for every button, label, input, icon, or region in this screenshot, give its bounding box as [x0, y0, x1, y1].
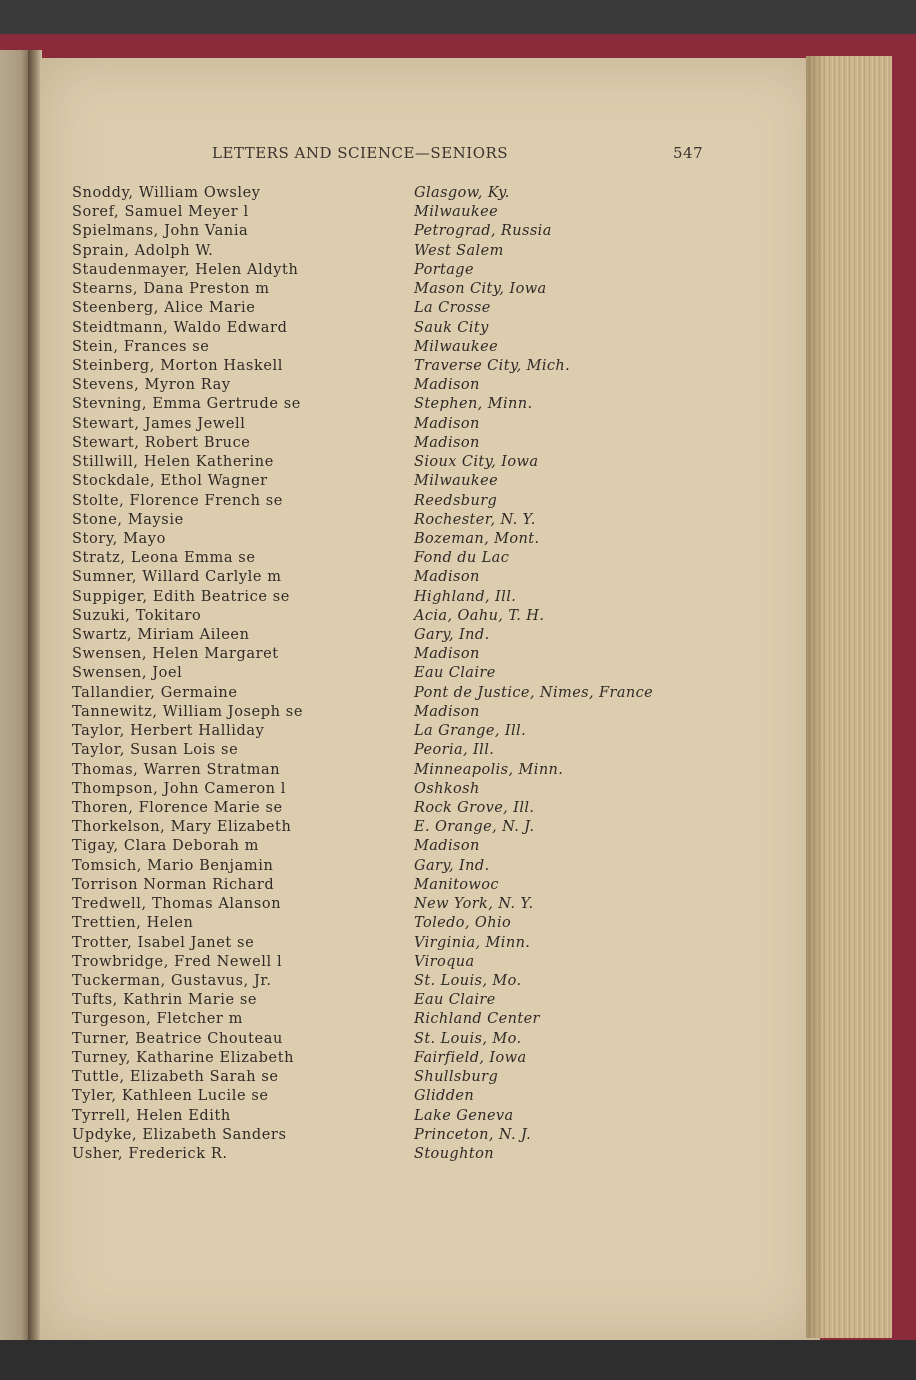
- hometown: Rochester, N. Y.: [414, 511, 536, 528]
- student-name: Thomas, Warren Stratman: [72, 761, 281, 778]
- list-item: [0, 1011, 916, 1030]
- student-name: Swensen, Helen Margaret: [72, 646, 279, 663]
- student-name: Steinberg, Morton Haskell: [72, 357, 283, 374]
- student-name: Usher, Frederick R.: [72, 1145, 228, 1162]
- student-name: Tufts, Kathrin Marie se: [72, 992, 258, 1009]
- list-item: [0, 300, 916, 319]
- student-name: Steidtmann, Waldo Edward: [72, 319, 288, 336]
- hometown: La Grange, Ill.: [414, 723, 527, 740]
- hometown: Eau Claire: [414, 992, 496, 1009]
- hometown: Mason City, Iowa: [414, 281, 547, 298]
- hometown: Madison: [414, 646, 480, 663]
- list-item: [0, 954, 916, 973]
- student-name: Stockdale, Ethol Wagner: [72, 473, 268, 490]
- hometown: Bozeman, Mont.: [414, 530, 540, 547]
- student-name: Tuckerman, Gustavus, Jr.: [72, 972, 272, 989]
- student-name: Torrison Norman Richard: [72, 876, 275, 893]
- list-item: [0, 185, 916, 204]
- list-item: [0, 396, 916, 415]
- list-item: [0, 858, 916, 877]
- student-name: Swartz, Miriam Aileen: [72, 627, 250, 644]
- student-name: Spielmans, John Vania: [72, 223, 249, 240]
- list-item: [0, 838, 916, 857]
- hometown: Pont de Justice, Nimes, France: [414, 684, 654, 701]
- student-name: Snoddy, William Owsley: [72, 185, 261, 201]
- scan-background-bottom: [0, 1340, 916, 1380]
- student-name: Sprain, Adolph W.: [72, 242, 214, 259]
- hometown: Princeton, N. J.: [414, 1126, 532, 1143]
- hometown: Madison: [414, 434, 480, 451]
- list-item: [0, 800, 916, 819]
- page-number: 547: [673, 144, 704, 162]
- list-item: [0, 935, 916, 954]
- student-name: Stolte, Florence French se: [72, 492, 283, 509]
- hometown: Sioux City, Iowa: [414, 454, 539, 471]
- list-item: [0, 1031, 916, 1050]
- list-item: [0, 416, 916, 435]
- list-item: [0, 262, 916, 281]
- list-item: [0, 358, 916, 377]
- list-item: [0, 531, 916, 550]
- hometown: E. Orange, N. J.: [414, 819, 535, 836]
- list-item: [0, 1088, 916, 1107]
- list-item: [0, 473, 916, 492]
- hometown: Shullsburg: [414, 1069, 499, 1086]
- hometown: Stephen, Minn.: [414, 396, 533, 413]
- hometown: Eau Claire: [414, 665, 496, 682]
- list-item: [0, 281, 916, 300]
- list-item: [0, 454, 916, 473]
- student-name: Stevens, Myron Ray: [72, 377, 231, 394]
- student-name: Soref, Samuel Meyer l: [72, 204, 249, 221]
- list-item: [0, 877, 916, 896]
- student-name: Tomsich, Mario Benjamin: [72, 857, 274, 874]
- list-item: [0, 742, 916, 761]
- list-item: [0, 608, 916, 627]
- hometown: New York, N. Y.: [414, 896, 534, 913]
- hometown: Milwaukee: [414, 204, 499, 221]
- student-name: Stevning, Emma Gertrude se: [72, 396, 301, 413]
- list-item: [0, 915, 916, 934]
- hometown: Madison: [414, 569, 480, 586]
- hometown: Traverse City, Mich.: [414, 357, 571, 374]
- hometown: La Crosse: [414, 300, 491, 317]
- hometown: Milwaukee: [414, 338, 499, 355]
- student-name: Thorkelson, Mary Elizabeth: [72, 819, 292, 836]
- list-item: [0, 435, 916, 454]
- hometown: Richland Center: [414, 1011, 540, 1028]
- student-name: Turner, Beatrice Chouteau: [72, 1030, 283, 1047]
- student-name: Stewart, Robert Bruce: [72, 434, 251, 451]
- hometown: Oshkosh: [414, 780, 480, 797]
- hometown: St. Louis, Mo.: [414, 1030, 522, 1047]
- hometown: Sauk City: [414, 319, 489, 336]
- hometown: Stoughton: [414, 1145, 494, 1162]
- student-name: Steenberg, Alice Marie: [72, 300, 256, 317]
- hometown: Reedsburg: [414, 492, 498, 509]
- student-name: Thompson, John Cameron l: [72, 780, 287, 797]
- student-name: Sumner, Willard Carlyle m: [72, 569, 282, 586]
- list-item: [0, 762, 916, 781]
- hometown: Petrograd, Russia: [414, 223, 552, 240]
- student-name: Stone, Maysie: [72, 511, 184, 528]
- list-item: [0, 377, 916, 396]
- list-item: [0, 992, 916, 1011]
- list-item: [0, 1127, 916, 1146]
- senior-list: [0, 185, 916, 1165]
- student-name: Tallandier, Germaine: [72, 684, 238, 701]
- student-name: Stratz, Leona Emma se: [72, 550, 256, 567]
- list-item: [0, 204, 916, 223]
- student-name: Stearns, Dana Preston m: [72, 281, 270, 298]
- student-name: Trettien, Helen: [72, 915, 194, 932]
- list-item: [0, 819, 916, 838]
- hometown: Acia, Oahu, T. H.: [414, 607, 545, 624]
- student-name: Turgeson, Fletcher m: [72, 1011, 243, 1028]
- student-name: Tuttle, Elizabeth Sarah se: [72, 1069, 279, 1086]
- student-name: Updyke, Elizabeth Sanders: [72, 1126, 287, 1143]
- hometown: Gary, Ind.: [414, 857, 490, 874]
- list-item: [0, 704, 916, 723]
- list-item: [0, 723, 916, 742]
- student-name: Thoren, Florence Marie se: [72, 800, 283, 816]
- list-item: [0, 1108, 916, 1127]
- list-item: [0, 781, 916, 800]
- student-name: Suzuki, Tokitaro: [72, 607, 202, 624]
- hometown: Rock Grove, Ill.: [414, 800, 535, 816]
- list-item: [0, 973, 916, 992]
- list-item: [0, 627, 916, 646]
- list-item: [0, 896, 916, 915]
- hometown: Glidden: [414, 1088, 475, 1105]
- list-item: [0, 685, 916, 704]
- student-name: Tannewitz, William Joseph se: [72, 703, 304, 720]
- hometown: Lake Geneva: [414, 1107, 514, 1124]
- hometown: Portage: [414, 261, 474, 278]
- hometown: Viroqua: [414, 953, 475, 970]
- list-item: [0, 569, 916, 588]
- student-name: Stillwill, Helen Katherine: [72, 454, 274, 471]
- student-name: Story, Mayo: [72, 530, 166, 547]
- student-name: Stewart, James Jewell: [72, 415, 246, 432]
- list-item: [0, 1146, 916, 1165]
- hometown: West Salem: [414, 242, 504, 259]
- hometown: Milwaukee: [414, 473, 499, 490]
- student-name: Staudenmayer, Helen Aldyth: [72, 261, 299, 278]
- student-name: Turney, Katharine Elizabeth: [72, 1049, 295, 1066]
- hometown: Madison: [414, 838, 480, 855]
- list-item: [0, 223, 916, 242]
- hometown: Highland, Ill.: [414, 588, 517, 605]
- running-title: LETTERS AND SCIENCE—SENIORS: [212, 144, 509, 162]
- hometown: Madison: [414, 377, 480, 394]
- student-name: Taylor, Herbert Halliday: [72, 723, 265, 740]
- hometown: Virginia, Minn.: [414, 934, 531, 951]
- list-item: [0, 512, 916, 531]
- hometown: Fond du Lac: [414, 550, 510, 567]
- student-name: Taylor, Susan Lois se: [72, 742, 239, 759]
- student-name: Trotter, Isabel Janet se: [72, 934, 255, 951]
- student-name: Tyler, Kathleen Lucile se: [72, 1088, 269, 1105]
- list-item: [0, 589, 916, 608]
- hometown: Peoria, Ill.: [414, 742, 495, 759]
- hometown: Minneapolis, Minn.: [414, 761, 564, 778]
- list-item: [0, 493, 916, 512]
- list-item: [0, 646, 916, 665]
- list-item: [0, 1069, 916, 1088]
- hometown: Fairfield, Iowa: [414, 1049, 527, 1066]
- student-name: Stein, Frances se: [72, 338, 210, 355]
- student-name: Suppiger, Edith Beatrice se: [72, 588, 290, 605]
- student-name: Swensen, Joel: [72, 665, 183, 682]
- list-item: [0, 550, 916, 569]
- list-item: [0, 243, 916, 262]
- list-item: [0, 665, 916, 684]
- hometown: Madison: [414, 415, 480, 432]
- student-name: Tredwell, Thomas Alanson: [72, 896, 282, 913]
- student-name: Tyrrell, Helen Edith: [72, 1107, 231, 1124]
- list-item: [0, 339, 916, 358]
- student-name: Tigay, Clara Deborah m: [72, 838, 259, 855]
- list-item: [0, 1050, 916, 1069]
- list-item: [0, 320, 916, 339]
- hometown: Manitowoc: [414, 876, 499, 893]
- hometown: Madison: [414, 703, 480, 720]
- student-name: Trowbridge, Fred Newell l: [72, 953, 283, 970]
- running-header: [0, 144, 916, 164]
- hometown: St. Louis, Mo.: [414, 972, 522, 989]
- hometown: Gary, Ind.: [414, 627, 490, 644]
- hometown: Toledo, Ohio: [414, 915, 512, 932]
- hometown: Glasgow, Ky.: [414, 185, 510, 201]
